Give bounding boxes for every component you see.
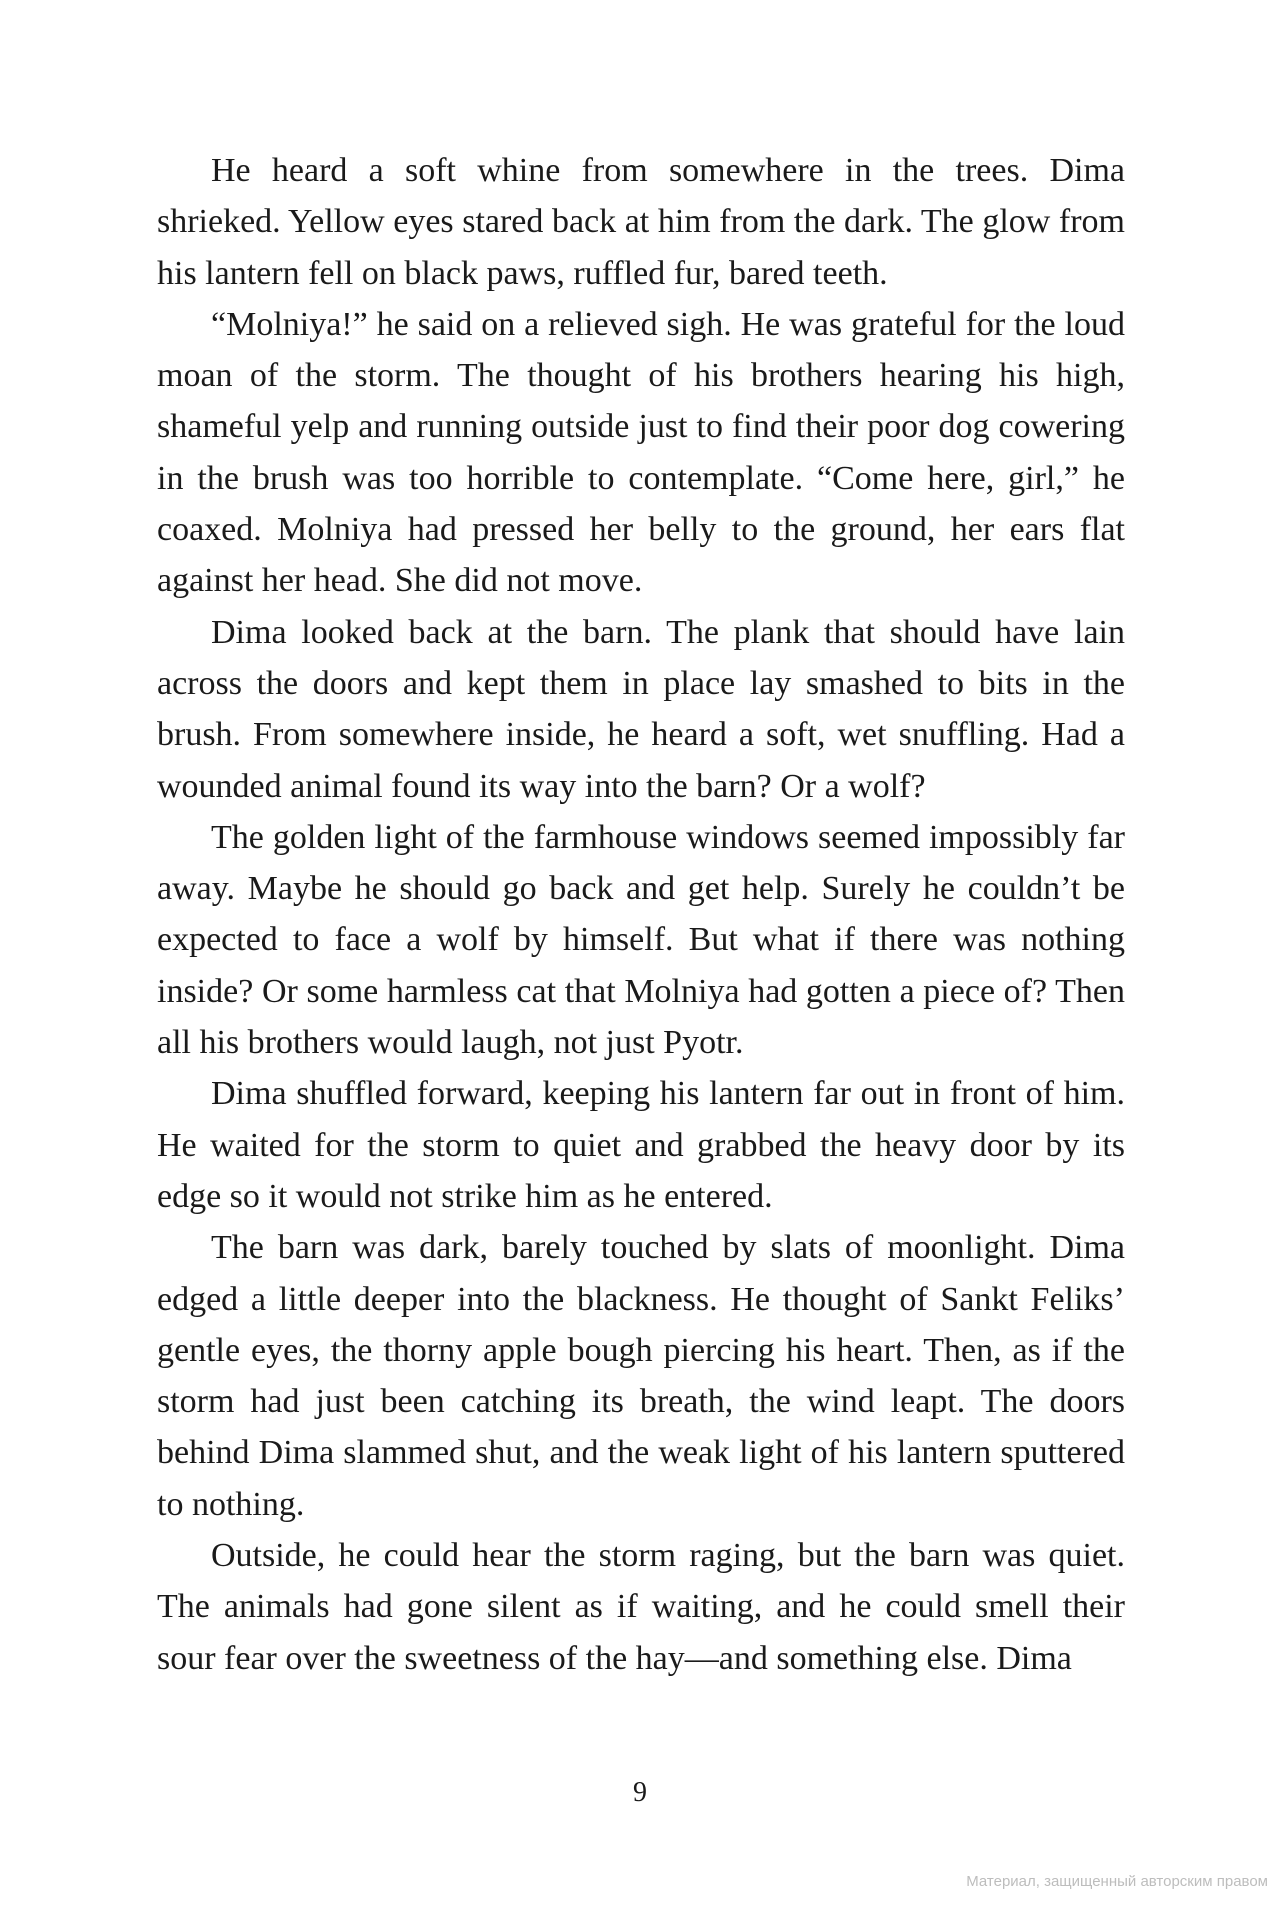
- copyright-watermark: Материал, защищенный авторским правом: [966, 1873, 1268, 1890]
- paragraph: “Molniya!” he said on a relieved sigh. He was grateful for the loud moan of the storm. The thought of his brothers hearing his high, shameful yelp and running outside just to find their poor dog cowering in the brush was too horrible to contemplate. “Come here, girl,” he coaxed. Molniya had pressed her belly to the ground, her ears flat against her head. She did not move.: [157, 305, 1125, 600]
- body-text: [157, 145, 1125, 1684]
- paragraph: The barn was dark, barely touched by slats of moonlight. Dima edged a little deeper into the blackness. He thought of Sankt Feliks’ gentle eyes, the thorny apple bough piercing his heart. Then, as if the storm had just been catching its breath, the wind leapt. The doors behind Dima slammed shut, and the weak light of his lantern sputtered to nothing.: [157, 1229, 1125, 1523]
- page-number: 9: [633, 1777, 647, 1808]
- paragraph: Outside, he could hear the storm raging, but the barn was quiet. The animals had gone silent as if waiting, and he could smell their sour fear over the sweetness of the hay—and something else. Dima: [157, 1537, 1125, 1677]
- paragraph: The golden light of the farmhouse windows seemed impossibly far away. Maybe he should go back and get help. Surely he couldn’t be expected to face a wolf by himself. But what if there was nothing inside? Or some harmless cat that Molniya had gotten a piece of? Then all his brothers would laugh, not just Pyotr.: [157, 818, 1125, 1062]
- paragraph: He heard a soft whine from somewhere in the trees. Dima shrieked. Yellow eyes stared back at him from the dark. The glow from his lantern fell on black paws, ruffled fur, bared teeth.: [157, 152, 1125, 292]
- paragraph: Dima looked back at the barn. The plank that should have lain across the doors and kept them in place lay smashed to bits in the brush. From somewhere inside, he heard a soft, wet snuffling. Had a wounded animal found its way into the barn? Or a wolf?: [157, 613, 1125, 805]
- paragraph: Dima shuffled forward, keeping his lantern far out in front of him. He waited for the storm to quiet and grabbed the heavy door by its edge so it would not strike him as he entered.: [157, 1075, 1125, 1215]
